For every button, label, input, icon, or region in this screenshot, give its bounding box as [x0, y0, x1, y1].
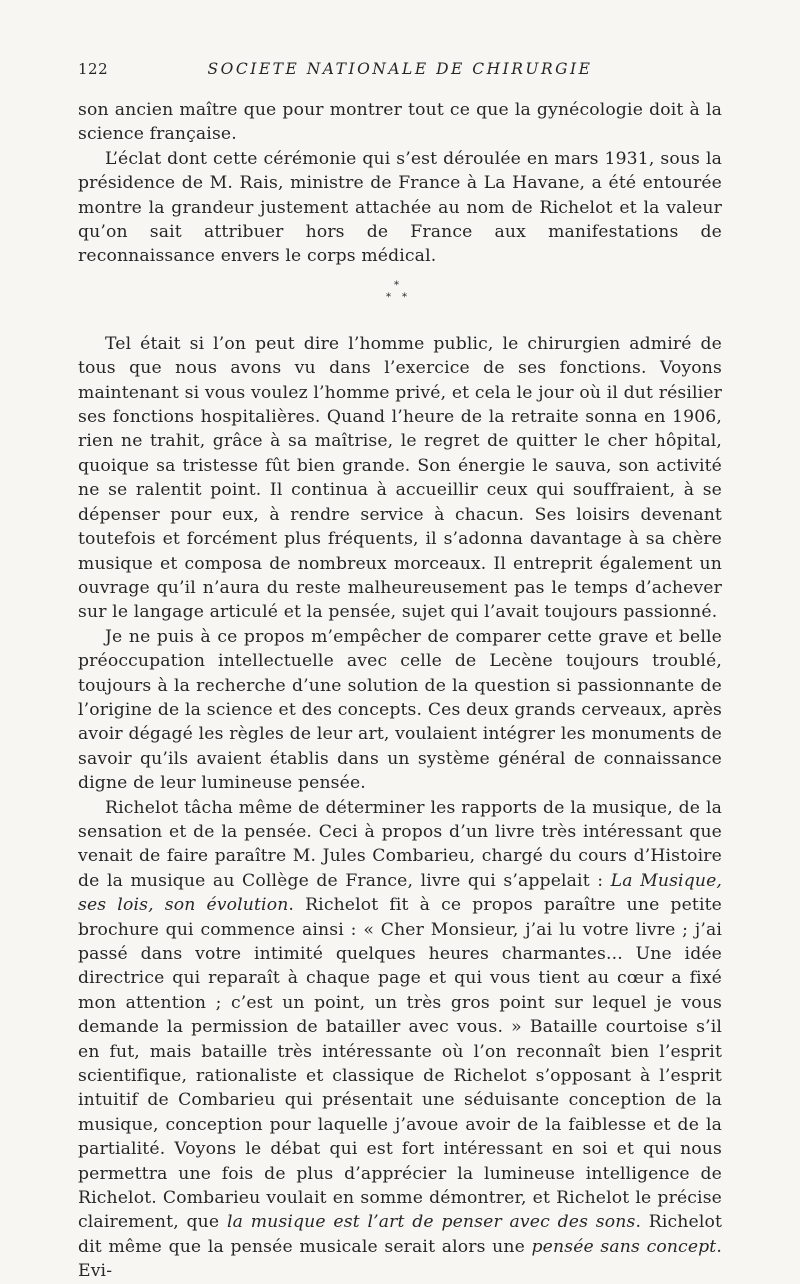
running-head: SOCIETE NATIONALE DE CHIRURGIE	[207, 60, 593, 78]
asterisk-top: *	[394, 279, 399, 291]
document-page	[78, 60, 722, 1284]
book-title: La Musique, ses lois, son évolution	[78, 870, 723, 916]
quote-music-definition: la musique est l’art de penser avec des sons	[226, 1212, 636, 1233]
page-header	[78, 60, 722, 88]
paragraph-5-text-a: Richelot tâcha même de déterminer les rapports de la musique, de la sensation et de la pensée. Ceci à propos d’un livre très intéressant que venait de faire paraître M. Jules Combarieu, chargé du cours d’Histoire de la musique au Collège de France, livre qui s’appelait :	[78, 797, 722, 891]
paragraph-1: son ancien maître que pour montrer tout ce que la gynécologie doit à la science française.	[78, 100, 722, 145]
asterisk-left: *	[386, 291, 391, 303]
section-separator	[78, 279, 722, 324]
quote-thought-without-concept: pensée sans concept	[531, 1236, 717, 1257]
paragraph-5-text-b: . Richelot fit à ce propos paraître une petite brochure qui commence ainsi : « Cher Monsieur, j’ai lu votre livre ; j’ai passé dans votre intimité quelques heures charmantes... Une idée directrice qui reparaît à chaque page et qui vous tient au cœur a fixé mon attention ; c’est un point, un très gros point sur lequel je vous demande la permission de batailler avec vous. » Bataille courtoise s’il en fut, mais bataille très intéressante où l’on reconnaît bien l’esprit scientifique, rationaliste et classique de Richelot s’opposant à l’esprit intuitif de Combarieu qui présentait une séduisante conception de la musique, conception pour laquelle j’avoue avoir de la faiblesse et de la partialité. Voyons le débat qui est fort intéressant en soi et qui nous permettra une fois de plus d’apprécier la lumineuse intelligence de Richelot. Combarieu voulait en somme démontrer, et Richelot le précise clairement, que	[78, 895, 722, 1233]
page-number: 122	[78, 60, 109, 78]
asterisk-right: *	[402, 291, 407, 303]
paragraph-5-text-c: . Richelot dit même que la pensée musicale serait alors une	[78, 1212, 723, 1257]
paragraph-4: Je ne puis à ce propos m’empêcher de comparer cette grave et belle préoccupation intellectuelle avec celle de Lecène toujours troublé, toujours à la recherche d’une solution de la question si passionnante de l’origine de la science et des concepts. Ces deux grands cerveaux, après avoir dégagé les règles de leur art, voulaient intégrer les monuments de savoir qu’ils avaient établis dans un système général de connaissance digne de leur lumineuse pensée.	[78, 626, 722, 794]
paragraph-5	[78, 796, 722, 1284]
paragraph-3: Tel était si l’on peut dire l’homme public, le chirurgien admiré de tous que nous avons vu dans l’exercice de ses fonctions. Voyons maintenant si vous voulez l’homme privé, et cela le jour où il dut résilier ses fonctions hospitalières. Quand l’heure de la retraite sonna en 1906, rien ne trahit, grâce à sa maîtrise, le regret de quitter le cher hôpital, quoique sa tristesse fût bien grande. Son énergie le sauva, son activité ne se ralentit point. Il continua à accueillir ceux qui souffraient, à se dépenser pour eux, à rendre service à chacun. Ses loisirs devenant toutefois et forcément plus fréquents, il s’adonna davantage à sa chère musique et composa de nombreux morceaux. Il entreprit également un ouvrage qu’il n’aura du reste malheureusement pas le temps d’achever sur le langage articulé et la pensée, sujet qui l’avait toujours passionné.	[78, 333, 722, 623]
paragraph-2: L’éclat dont cette cérémonie qui s’est déroulée en mars 1931, sous la présidence de M. Rais, ministre de France à La Havane, a été entourée montre la grandeur justement attachée au nom de Richelot et la valeur qu’on sait attribuer hors de France aux manifestations de reconnaissance envers le corps médical.	[78, 148, 722, 267]
paragraph-5-text-d: . Evi-	[78, 1236, 722, 1282]
